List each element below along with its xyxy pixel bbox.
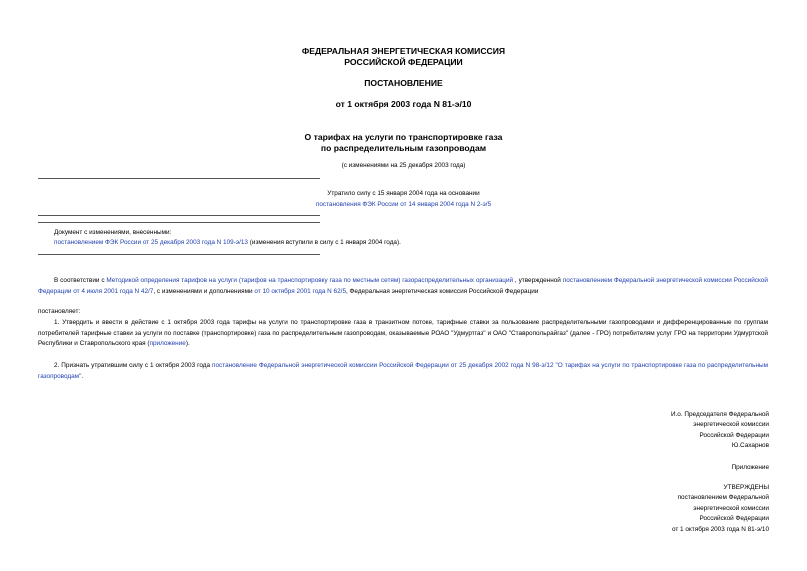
repealed-resolution-link[interactable]: постановление Федеральной энергетической комиссии Российской Федерации от 25 декабря 2002 года N 98-э/12 "О тарифах на услуги по транспортировке газа по распределительным газопроводам"	[38, 362, 769, 380]
changes-line	[54, 237, 401, 248]
changes-link[interactable]: постановлением ФЭК России от 25 декабря 2003 года N 109-э/13	[54, 239, 248, 246]
approval-line: Российской Федерации	[699, 515, 769, 523]
document-date: от 1 октября 2003 года N 81-э/10	[335, 99, 472, 109]
preamble-text: , утвержденной	[513, 277, 563, 284]
invalidated-link[interactable]: постановления ФЭК России от 14 января 2004 года N 2-э/5	[315, 201, 492, 208]
divider	[38, 215, 320, 216]
divider	[38, 254, 320, 255]
document-title-line1: О тарифах на услуги по транспортировке газа	[304, 132, 503, 142]
resolution-link[interactable]: постановлением Федеральной энергетической комиссии Российской Федерации от 4 июля 2001 года N 42/7	[38, 277, 768, 295]
resolves-label: постановляет:	[38, 308, 81, 315]
changes-tail: (изменения вступили в силу с 1 января 2004 года).	[247, 239, 401, 246]
preamble-paragraph	[38, 276, 768, 297]
amendment-note: (с изменениями на 25 декабря 2003 года)	[341, 162, 466, 169]
approval-date: от 1 октября 2003 года N 81-э/10	[671, 525, 769, 533]
methodology-link[interactable]: Методикой определения тарифов на услуги (тарифов на транспортировку газа по местным сетям) газораспределительных организаций	[106, 277, 514, 284]
approval-block	[672, 483, 769, 535]
item-1-paragraph	[38, 318, 768, 350]
signature-line: Российской Федерации	[699, 431, 769, 439]
changes-intro: Документ с изменениями, внесенными:	[54, 229, 172, 236]
item-2-text: .	[81, 372, 84, 380]
document-title-line2: по распределительным газопроводам	[320, 143, 487, 153]
preamble-text: , Федеральная энергетическая комиссия Российской Федерации	[346, 287, 539, 295]
document-type: ПОСТАНОВЛЕНИЕ	[364, 78, 443, 88]
preamble-text: В соответствии с	[54, 277, 107, 284]
preamble-text: , с изменениями и дополнениями	[153, 287, 255, 295]
signatory-name: Ю.Сахарнов	[731, 442, 769, 450]
appendix-link[interactable]: приложение	[149, 340, 186, 347]
org-name-line2: РОССИЙСКОЙ ФЕДЕРАЦИИ	[344, 57, 463, 67]
divider	[38, 178, 320, 179]
item-2-paragraph	[38, 361, 768, 382]
divider	[38, 222, 320, 223]
item-1-text: 1. Утвердить и ввести в действие с 1 октября 2003 года тарифы на услуги по транспортировке газа в транзитном потоке, тарифные ставки за пользование распределительными газопроводами и дифференцированные по группам потребителей тарифные ставки за услуги по поставке (транспортировке) газа по распределительным газопроводам, оказываемые РОАО "Удмуртгаз" и ОАО "Ставропольрайгаз" (далее - ГРО) потребителям услуг ГРО на территории Удмуртской Республики и Ставропольского края (	[38, 319, 768, 347]
signature-line: И.о. Председателя Федеральной	[670, 411, 769, 418]
approved-label: УТВЕРЖДЕНЫ	[723, 484, 769, 491]
item-1-text: ).	[185, 340, 190, 347]
invalidated-note: Утратило силу с 15 января 2004 года на основании	[327, 190, 480, 197]
item-2-text: 2. Признать утратившим силу с 1 октября 2003 года	[54, 362, 212, 369]
approval-line: энергетической комиссии	[693, 504, 769, 512]
signature-line: энергетической комиссии	[693, 421, 769, 429]
org-name-line1: ФЕДЕРАЛЬНАЯ ЭНЕРГЕТИЧЕСКАЯ КОМИССИЯ	[301, 46, 506, 56]
signature-block	[671, 410, 769, 452]
approval-line: постановлением Федеральной	[677, 494, 769, 502]
amendment-link[interactable]: от 10 октября 2001 года N 62/5	[254, 287, 346, 295]
appendix-label: Приложение	[731, 464, 769, 471]
